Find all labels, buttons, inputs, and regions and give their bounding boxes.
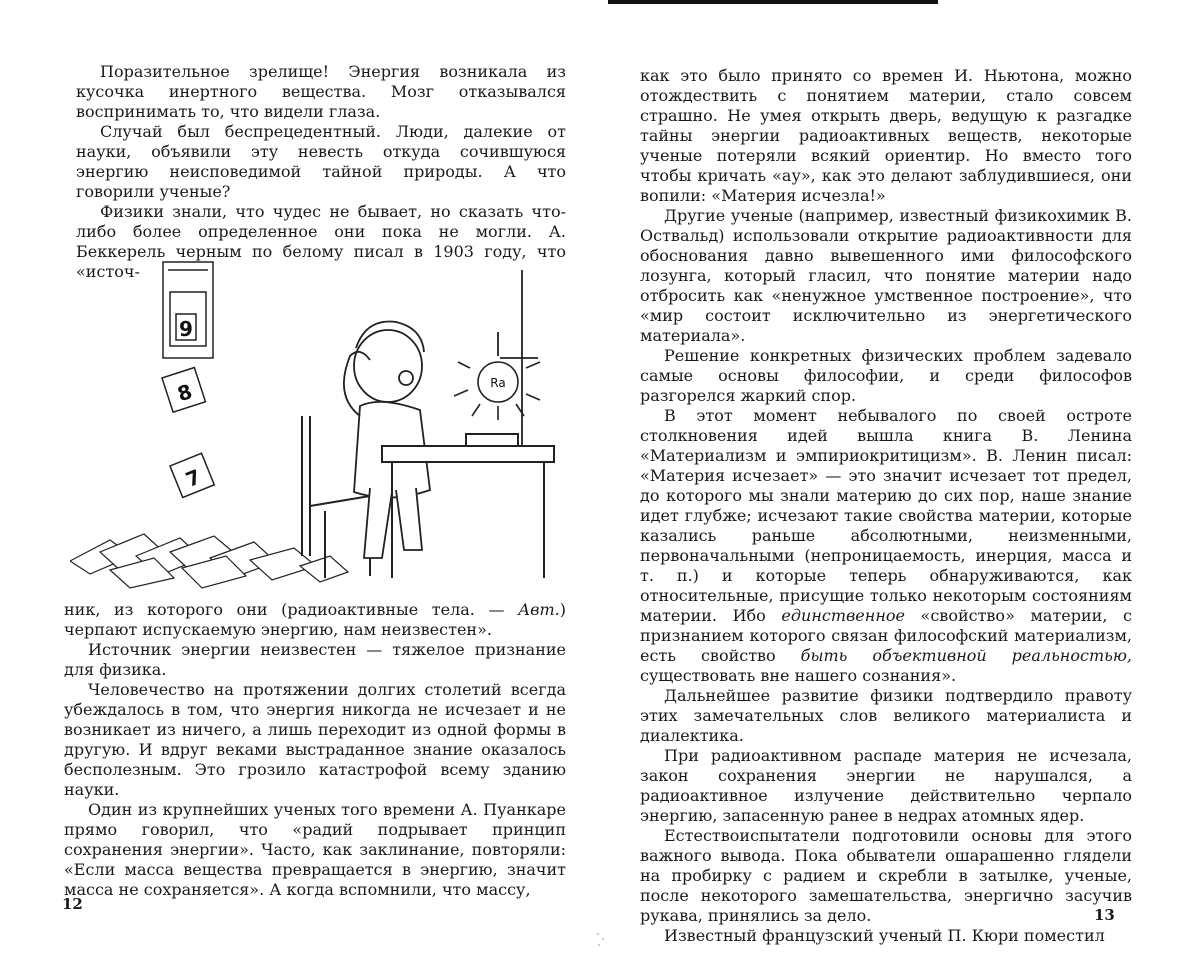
paragraph: Физики знали, что чудес не бывает, но сказать что-либо более определенное они пока не могли. А. Беккерель черным по белому писал в 1903 году, что «источ- <box>76 202 566 281</box>
paragraph: Один из крупнейших ученых того времени А. Пуанкаре прямо говорил, что «радий подрывает принцип сохранения энергии». Часто, как заклинание, повторяли: «Если масса вещества превращается в энергию, значит масса не сохраняется». А когда вспомнили, что массу, <box>64 800 566 899</box>
wall-calendar <box>163 262 213 358</box>
falling-page <box>170 453 214 497</box>
page-number: 12 <box>62 895 83 913</box>
falling-page-number: 8 <box>174 379 195 407</box>
paragraph: Источник энергии неизвестен — тяжелое признание для физика. <box>64 640 566 679</box>
right-text <box>640 66 1132 946</box>
continuation-text: ) черпают испускаемую энергию, нам неизвестен». <box>64 600 566 639</box>
paragraph: Дальнейшее развитие физики подтвердило правоту этих замечательных слов великого материалиста и диалектика. <box>640 686 1132 745</box>
falling-page-number: 7 <box>182 464 205 492</box>
paragraph: Естествоиспытатели подготовили основы для этого важного вывода. Пока обыватели ошарашенно глядели на пробирку с радием и скребли в затылке, ученые, после некоторого замешательства, энергично засучив рукава, принялись за дело. <box>640 826 1132 925</box>
scientist <box>344 322 430 558</box>
top-rule <box>608 0 938 4</box>
quote-text: «свойство» материи, с признанием которого связан философский материализм, есть свойство <box>640 606 1132 665</box>
quote-text: В этот момент небывалого по своей остроте столкновения идей вышла книга В. Ленина «Материализм и эмпириокритицизм». В. Ленин писал: «Материя исчезает» — это значит исчезает тот предел, до которого мы знали материю до сих пор, наше знание идет глубже; исчезают такие свойства материи, которые казались раньше абсолютными, неизменными, первоначальными (непроницаемость, инерция, масса и т. п.) и которые теперь обнаруживаются, как относительные, присущие только некоторым состояниям материи. Ибо <box>640 406 1132 625</box>
gutter-specks <box>594 930 608 950</box>
radium-flask <box>454 362 540 420</box>
calendar-number: 9 <box>179 317 193 341</box>
continuation-text: ник, из которого они (радиоактивные тела. — <box>64 600 519 619</box>
falling-page <box>162 367 205 412</box>
paragraph: Поразительное зрелище! Энергия возникала из кусочка инертного вещества. Мозг отказывался воспринимать то, что видели глаза. <box>76 62 566 121</box>
right-page <box>600 0 1200 960</box>
paragraph: Человечество на протяжении долгих столетий всегда убеждалось в том, что энергия никогда не исчезает и не возникает из ничего, а лишь переходит из одной формы в другую. И вдруг веками выстраданное знание оказалось бесполезным. Это грозило катастрофой всему зданию науки. <box>64 680 566 799</box>
quote-text: существовать вне нашего сознания». <box>640 666 957 685</box>
retort-stand <box>498 270 538 446</box>
paragraph: При радиоактивном распаде материя не исчезала, закон сохранения энергии не нарушался, а радиоактивное излучение действительно черпало энергию, запасенную ранее в недрах атомных ядер. <box>640 746 1132 825</box>
page-number: 13 <box>1094 906 1115 924</box>
paragraph: Известный французский ученый П. Кюри поместил <box>664 926 1105 945</box>
emphasis-text: единственное <box>781 606 905 625</box>
paragraph: Решение конкретных физических проблем задевало самые основы философии, и среди философов разгорелся жаркий спор. <box>640 346 1132 405</box>
lenin-quote-paragraph <box>640 406 1132 686</box>
paragraph: Случай был беспрецедентный. Люди, далекие от науки, объявили эту невесть откуда сочившуюся энергию неисповедимой тайной природы. А что говорили ученые? <box>76 122 566 201</box>
emphasis-text: быть объективной реальностью, <box>800 646 1132 665</box>
continuation-paragraph <box>64 600 566 640</box>
author-note: Авт. <box>518 600 560 619</box>
paragraph: как это было принято со времен И. Ньютона, можно отождествить с понятием материи, стало совсем страшно. Не умея открыть дверь, ведущую к разгадке тайны энергии радиоактивных веществ, некоторые ученые потеряли всякий ориентир. Но вместо того чтобы кричать «ау», как это делают заблудившиеся, они вопили: «Материя исчезла!» <box>640 66 1132 205</box>
scientist-illustration <box>70 256 570 592</box>
left-text-bottom <box>64 600 566 900</box>
paragraph: Другие ученые (например, известный физикохимик В. Оствальд) использовали открытие радиоактивности для обоснования давно вывешенного ими философского лозунга, который гласил, что понятие материи надо отбросить как «ненужное умственное построение», что «мир состоит исключительно из энергетического материала». <box>640 206 1132 345</box>
flask-label: Ra <box>490 376 506 390</box>
calendar-pile <box>70 534 348 588</box>
left-text-top <box>76 62 566 282</box>
